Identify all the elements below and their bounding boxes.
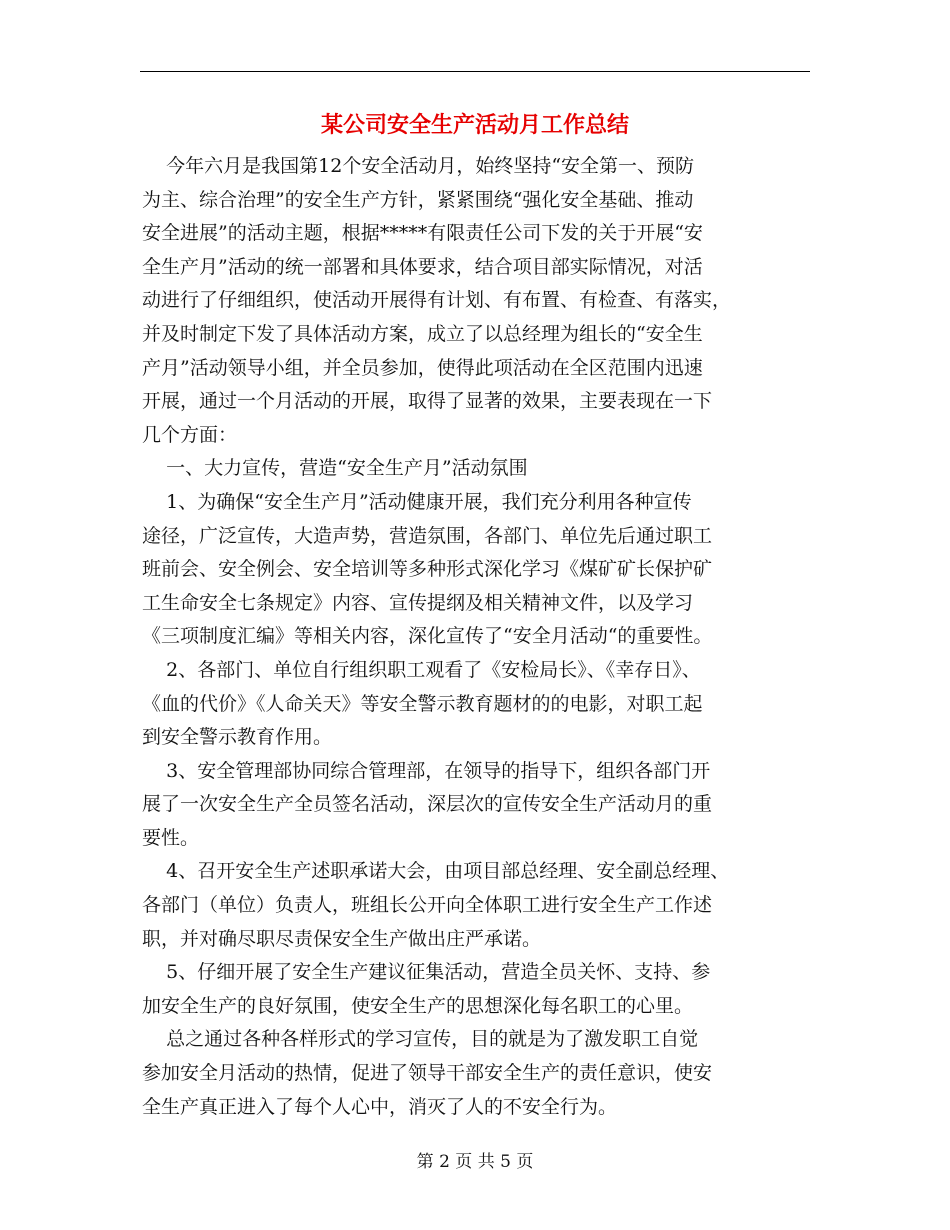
body-line: 几个方面： — [142, 423, 238, 446]
document-title: 某公司安全生产活动月工作总结 — [320, 112, 629, 138]
body-line: 加安全生产的良好氛围，使安全生产的思想深化每名职工的心里。 — [142, 994, 694, 1017]
body-line: 1、为确保“安全生产月”活动健康开展，我们充分利用各种宣传 — [142, 490, 692, 513]
body-line: 全生产真正进入了每个人心中，消灭了人的不安全行为。 — [142, 1095, 618, 1118]
header-rule — [140, 71, 810, 72]
body-line: 班前会、安全例会、安全培训等多种形式深化学习《煤矿矿长保护矿 — [142, 558, 713, 581]
body-line: 为主、综合治理”的安全生产方针，紧紧围绕“强化安全基础、推动 — [142, 188, 694, 211]
body-line: 3、安全管理部协同综合管理部，在领导的指导下，组织各部门开 — [142, 759, 711, 782]
body-line: 今年六月是我国第12个安全活动月，始终坚持“安全第一、预防 — [142, 155, 695, 177]
body-line: 展了一次安全生产全员签名活动，深层次的宣传安全生产活动月的重 — [142, 793, 713, 816]
body-line: 工生命安全七条规定》内容、宣传提纲及相关精神文件，以及学习 — [142, 591, 694, 614]
body-line: 产月”活动领导小组，并全员参加，使得此项活动在全区范围内迅速 — [142, 356, 703, 379]
body-line: 4、召开安全生产述职承诺大会，由项目部总经理、安全副总经理、 — [142, 860, 730, 883]
body-line: 到安全警示教育作用。 — [142, 726, 333, 749]
body-line: 要性。 — [142, 826, 200, 849]
body-line: 参加安全月活动的热情，促进了领导干部安全生产的责任意识，使安 — [142, 1062, 713, 1085]
page-footer: 第 2 页 共 5 页 — [416, 1152, 534, 1172]
body-line: 职，并对确尽职尽责保安全生产做出庄严承诺。 — [142, 927, 542, 950]
body-line: 2、各部门、单位自行组织职工观看了《安检局长》、《幸存日》、 — [142, 658, 701, 681]
body-line: 并及时制定下发了具体活动方案，成立了以总经理为组长的“安全生 — [142, 322, 703, 345]
body-line: 《三项制度汇编》等相关内容，深化宣传了“安全月活动“的重要性。 — [142, 625, 713, 648]
body-line: 全生产月”活动的统一部署和具体要求，结合项目部实际情况，对活 — [142, 255, 703, 278]
body-line: 总之通过各种各样形式的学习宣传，目的就是为了激发职工自觉 — [142, 1028, 699, 1051]
body-line: 开展，通过一个月活动的开展，取得了显著的效果，主要表现在一下 — [142, 390, 713, 413]
body-line: 一、大力宣传，营造“安全生产月”活动氛围 — [142, 457, 528, 480]
document-body — [142, 150, 812, 1124]
body-line: 安全进展”的活动主题，根据*****有限责任公司下发的关于开展“安 — [142, 222, 703, 245]
body-line: 途径，广泛宣传，大造声势，营造氛围，各部门、单位先后通过职工 — [142, 524, 713, 547]
body-line: 《血的代价》《人命关天》等安全警示教育题材的的电影，对职工起 — [142, 692, 703, 715]
body-line: 动进行了仔细组织，使活动开展得有计划、有布置、有检查、有落实， — [142, 289, 732, 312]
body-line: 5、仔细开展了安全生产建议征集活动，营造全员关怀、支持、参 — [142, 961, 711, 984]
body-line: 各部门（单位）负责人，班组长公开向全体职工进行安全生产工作述 — [142, 894, 713, 917]
